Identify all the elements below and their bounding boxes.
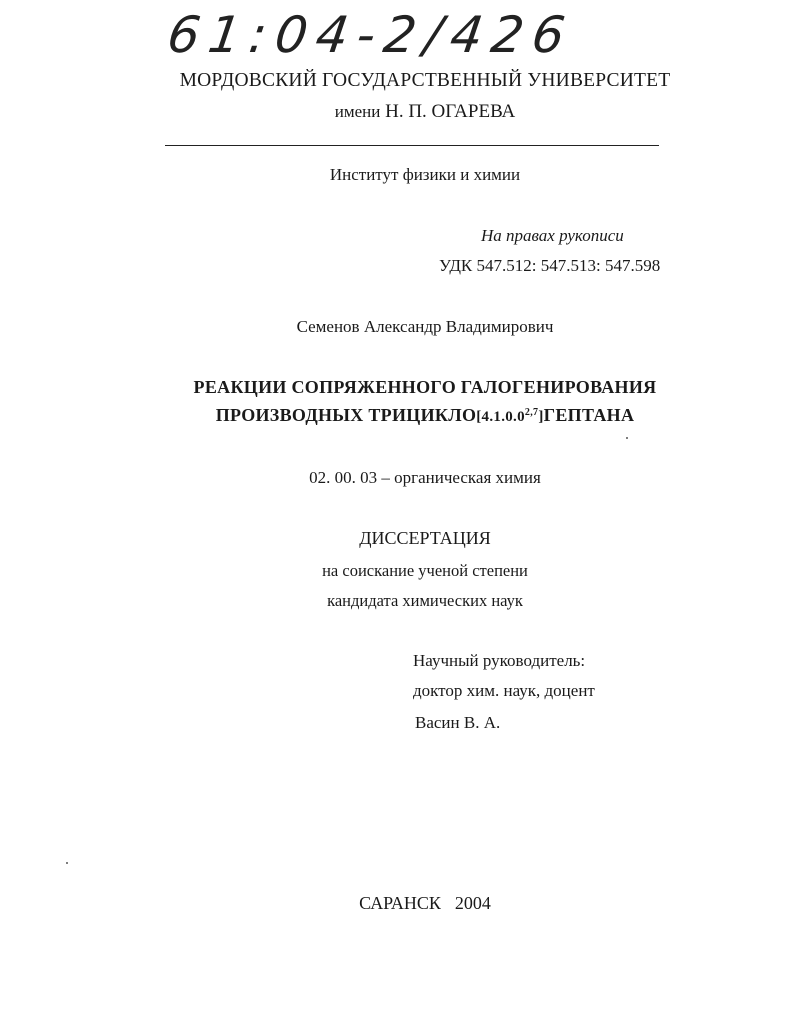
supervisor-label: Научный руководитель: (413, 651, 586, 670)
manuscript-rights-note: На правах рукописи (481, 226, 624, 245)
dissertation-title-line-2 (110, 405, 740, 426)
formula-close: ] (538, 409, 544, 425)
university-name: МОРДОВСКИЙ ГОСУДАРСТВЕННЫЙ УНИВЕРСИТЕТ (179, 70, 671, 91)
udk-code: УДК 547.512: 547.513: 547.598 (439, 256, 661, 275)
author-name: Семенов Александр Владимирович (296, 317, 554, 336)
scan-speck (626, 437, 628, 439)
degree-line-2: кандидата химических наук (327, 591, 523, 610)
city-name: САРАНСК (359, 893, 441, 913)
supervisor-rank: доктор хим. наук, доцент (413, 681, 595, 700)
formula-superscript: 2,7 (524, 407, 539, 418)
city-year (110, 893, 740, 914)
tricyclo-formula (476, 409, 543, 425)
institute-name: Институт физики и химии (329, 165, 521, 184)
degree-line-1: на соискание ученой степени (322, 561, 528, 580)
named-person: Н. П. ОГАРЕВА (385, 101, 516, 122)
year: 2004 (454, 893, 491, 913)
specialty-code: 02. 00. 03 – органическая химия (309, 468, 541, 487)
dissertation-label: ДИССЕРТАЦИЯ (359, 528, 491, 548)
title-line2-prefix: ПРОИЗВОДНЫХ ТРИЦИКЛО (215, 405, 477, 425)
dissertation-title-line-1: РЕАКЦИИ СОПРЯЖЕННОГО ГАЛОГЕНИРОВАНИЯ (193, 377, 657, 397)
scan-speck (66, 862, 68, 864)
formula-base: [4.1.0.0 (476, 409, 525, 425)
handwritten-archive-number: 61:04-2/426 (163, 6, 578, 64)
university-named-after (110, 101, 740, 123)
supervisor-name: Васин В. А. (415, 713, 501, 732)
title-line2-suffix: ГЕПТАНА (543, 405, 635, 425)
named-prefix: имени (334, 102, 381, 121)
header-divider (165, 145, 659, 146)
